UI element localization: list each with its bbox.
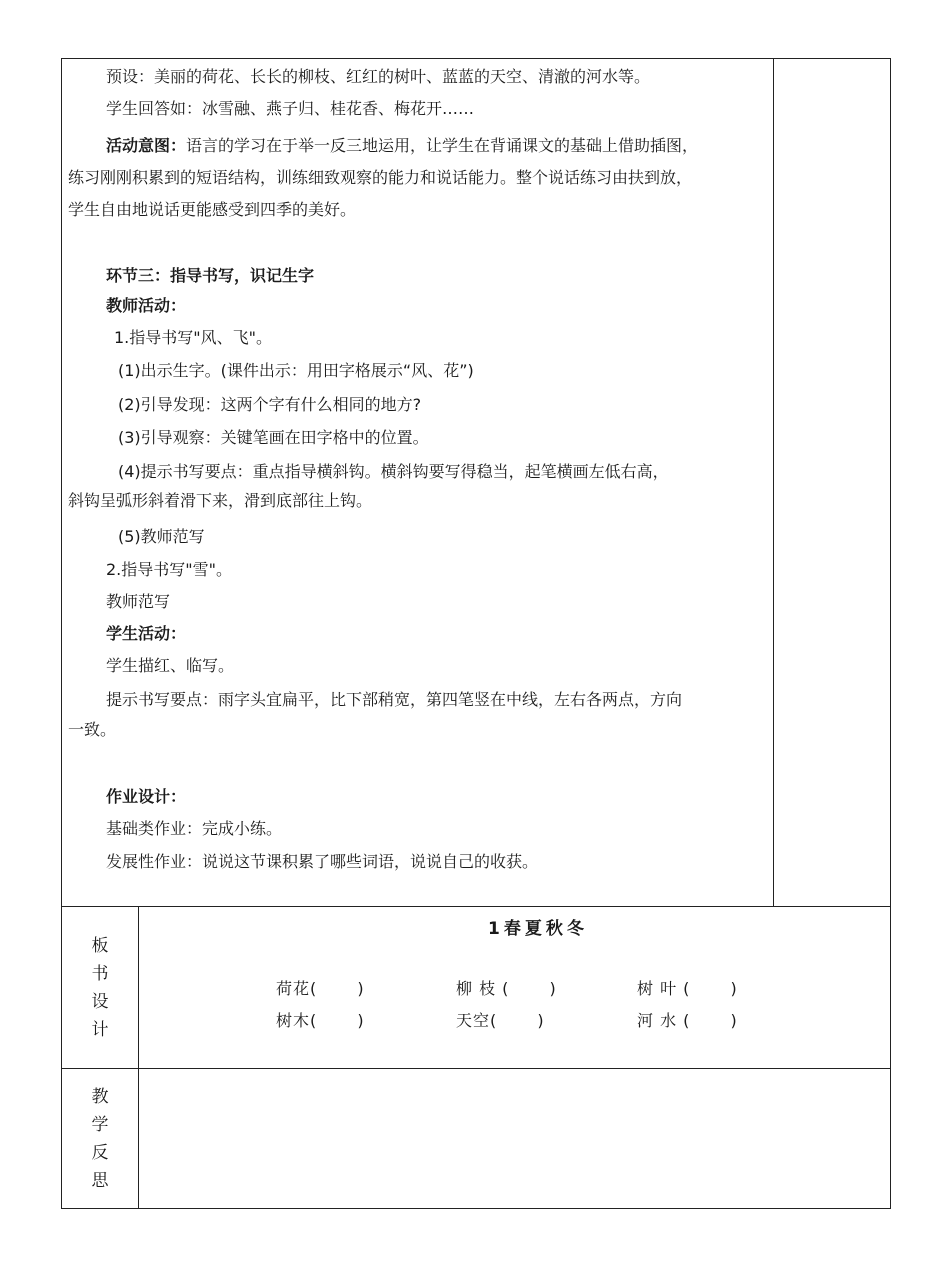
basic-homework: 基础类作业：完成小练。 [106,819,283,838]
writing-tip-cont: 一致。 [68,720,117,739]
reflection-label-char: 学 [91,1115,109,1135]
student-trace: 学生描红、临写。 [106,656,235,675]
step-2: (2)引导发现：这两个字有什么相同的地方? [118,395,422,414]
board-label-char: 设 [91,992,109,1012]
guide-write-2: 2.指导书写"雪"。 [106,560,232,579]
writing-tip: 提示书写要点：雨字头宜扁平，比下部稍宽，第四笔竖在中线，左右各两点，方向 [106,690,683,709]
preset-line: 预设：美丽的荷花、长长的柳枝、红红的树叶、蓝蓝的天空、清澈的河水等。 [106,67,651,86]
teacher-activity-heading: 教师活动： [106,296,187,315]
step-3: (3)引导观察：关键笔画在田字格中的位置。 [118,428,429,447]
reflection-content-area [139,1069,890,1208]
upper-right-cell [773,58,891,907]
step-1: (1)出示生字。(课件出示：用田字格展示“风、花”) [118,361,474,380]
step-4-cont: 斜钩呈弧形斜着滑下来，滑到底部往上钩。 [68,491,373,510]
board-item: 荷花( ) [276,979,365,998]
activity-intent-line-2: 练习刚刚积累到的短语结构，训练细致观察的能力和说话能力。整个说话练习由扶到放， [68,168,693,187]
board-item: 树木( ) [276,1011,365,1030]
board-item: 天空( ) [456,1011,545,1030]
activity-intent-label: 活动意图： [106,136,187,155]
homework-heading: 作业设计： [106,787,187,806]
teacher-demo: 教师范写 [106,592,171,611]
extended-homework: 发展性作业：说说这节课积累了哪些词语，说说自己的收获。 [106,852,539,871]
activity-intent-line [106,136,698,156]
step-5: (5)教师范写 [118,527,205,546]
board-item: 柳 枝 ( ) [456,979,557,998]
guide-write-1: 1.指导书写"风、飞"。 [114,328,272,347]
board-item: 树 叶 ( ) [637,979,738,998]
reflection-label-char: 思 [91,1171,109,1191]
step-4: (4)提示书写要点：重点指导横斜钩。横斜钩要写得稳当，起笔横画左低右高， [118,462,669,481]
section-three-heading: 环节三：指导书写，识记生字 [106,266,315,285]
reflection-label-char: 反 [91,1143,109,1163]
board-label-char: 计 [91,1020,109,1040]
board-label-char: 板 [91,936,109,956]
student-answer-line: 学生回答如：冰雪融、燕子归、桂花香、梅花开…… [106,99,475,118]
student-activity-heading: 学生活动： [106,624,187,643]
reflection-label-char: 教 [91,1087,109,1107]
activity-intent-line-3: 学生自由地说话更能感受到四季的美好。 [68,200,357,219]
board-item: 河 水 ( ) [637,1011,738,1030]
activity-intent-text: 语言的学习在于举一反三地运用，让学生在背诵课文的基础上借助插图， [186,136,699,155]
board-title: 1春夏秋冬 [488,919,588,939]
board-label-char: 书 [91,964,109,984]
